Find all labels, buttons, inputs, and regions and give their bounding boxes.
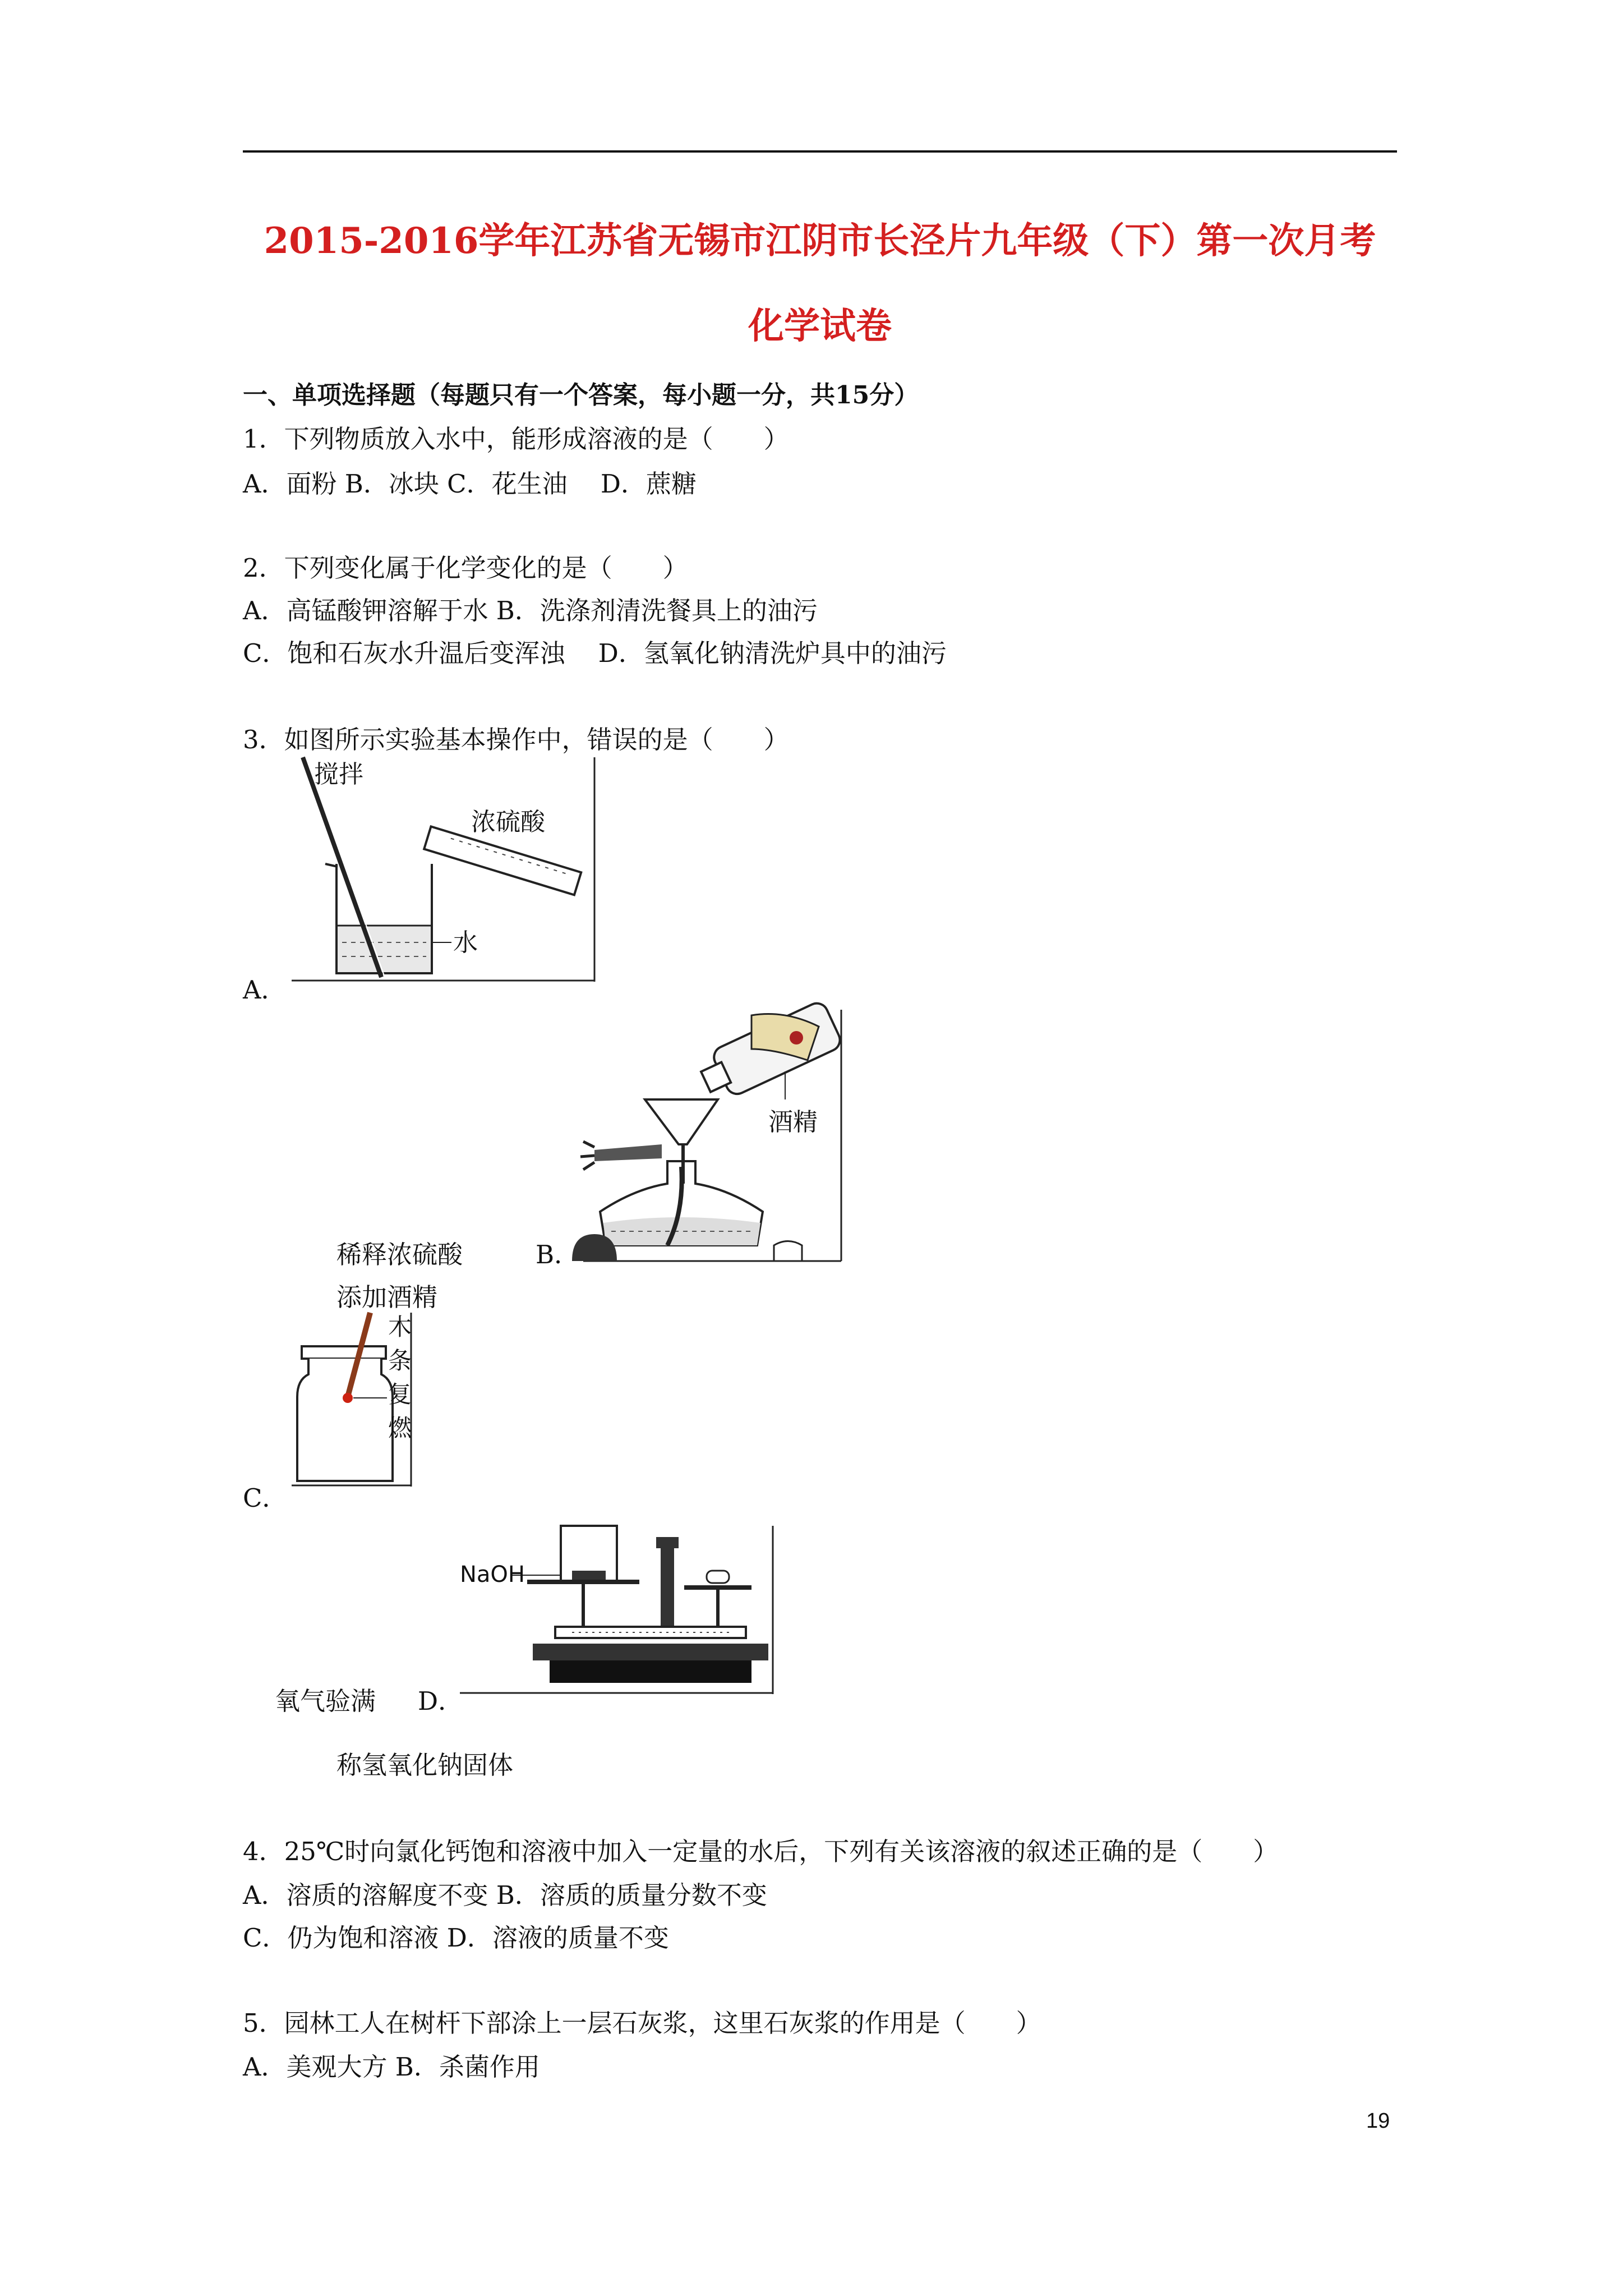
label-stick-3: 复 bbox=[388, 1381, 412, 1408]
label-stick-2: 条 bbox=[388, 1347, 412, 1374]
label-naoh: NaOH bbox=[460, 1562, 525, 1588]
label-water: 水 bbox=[453, 928, 478, 957]
q4-options-line1: A．溶质的溶解度不变 B．溶质的质量分数不变 bbox=[243, 1880, 767, 1910]
figure-add-alcohol bbox=[583, 1010, 841, 1262]
figure-oxygen-test bbox=[292, 1313, 412, 1487]
exam-title-line2: 化学试卷 bbox=[748, 305, 892, 347]
q3-caption-d: 称氢氧化钠固体 bbox=[336, 1750, 514, 1780]
q3-caption-a: 稀释浓硫酸 bbox=[336, 1240, 463, 1269]
figure-dilute-acid bbox=[292, 757, 594, 982]
header-rule bbox=[243, 150, 1397, 153]
label-stick-1: 木 bbox=[388, 1313, 412, 1341]
q3-stem: 3．如图所示实验基本操作中，错误的是（ ） bbox=[243, 725, 789, 754]
q1-options: A．面粉 B．冰块 C．花生油 D．蔗糖 bbox=[243, 469, 697, 499]
label-stir: 搅拌 bbox=[314, 760, 363, 789]
label-alcohol: 酒精 bbox=[768, 1108, 818, 1137]
figure-weigh-naoh bbox=[460, 1526, 774, 1694]
q1-stem: 1．下列物质放入水中，能形成溶液的是（ ） bbox=[243, 424, 789, 454]
q4-stem: 4．25℃时向氯化钙饱和溶液中加入一定量的水后，下列有关该溶液的叙述正确的是（ ） bbox=[243, 1837, 1279, 1866]
q3-option-a-letter: A． bbox=[243, 975, 287, 1005]
section-heading: 一、单项选择题（每题只有一个答案，每小题一分，共15分） bbox=[243, 381, 919, 409]
label-stick-4: 燃 bbox=[388, 1414, 412, 1442]
q3-option-c-letter: C． bbox=[243, 1483, 288, 1513]
q3-option-b-letter: B． bbox=[536, 1240, 580, 1269]
q2-options-line2: C．饱和石灰水升温后变浑浊 D．氢氧化钠清洗炉具中的油污 bbox=[243, 638, 947, 668]
q2-options-line1: A．高锰酸钾溶解于水 B．洗涤剂清洗餐具上的油污 bbox=[243, 596, 818, 625]
q3-caption-b: 添加酒精 bbox=[336, 1282, 438, 1312]
q3-caption-c: 氧气验满 bbox=[275, 1686, 376, 1716]
q5-stem: 5．园林工人在树杆下部涂上一层石灰浆，这里石灰浆的作用是（ ） bbox=[243, 2008, 1041, 2038]
q4-options-line2: C．仍为饱和溶液 D．溶液的质量不变 bbox=[243, 1923, 669, 1953]
q3-option-d-letter: D． bbox=[418, 1686, 464, 1716]
q5-options: A．美观大方 B．杀菌作用 bbox=[243, 2052, 540, 2082]
label-conc-acid: 浓硫酸 bbox=[471, 808, 545, 836]
q2-stem: 2．下列变化属于化学变化的是（ ） bbox=[243, 553, 688, 583]
exam-title-line1: 2015-2016学年江苏省无锡市江阴市长泾片九年级（下）第一次月考 bbox=[264, 220, 1376, 262]
page-number: 19 bbox=[1366, 2109, 1390, 2133]
